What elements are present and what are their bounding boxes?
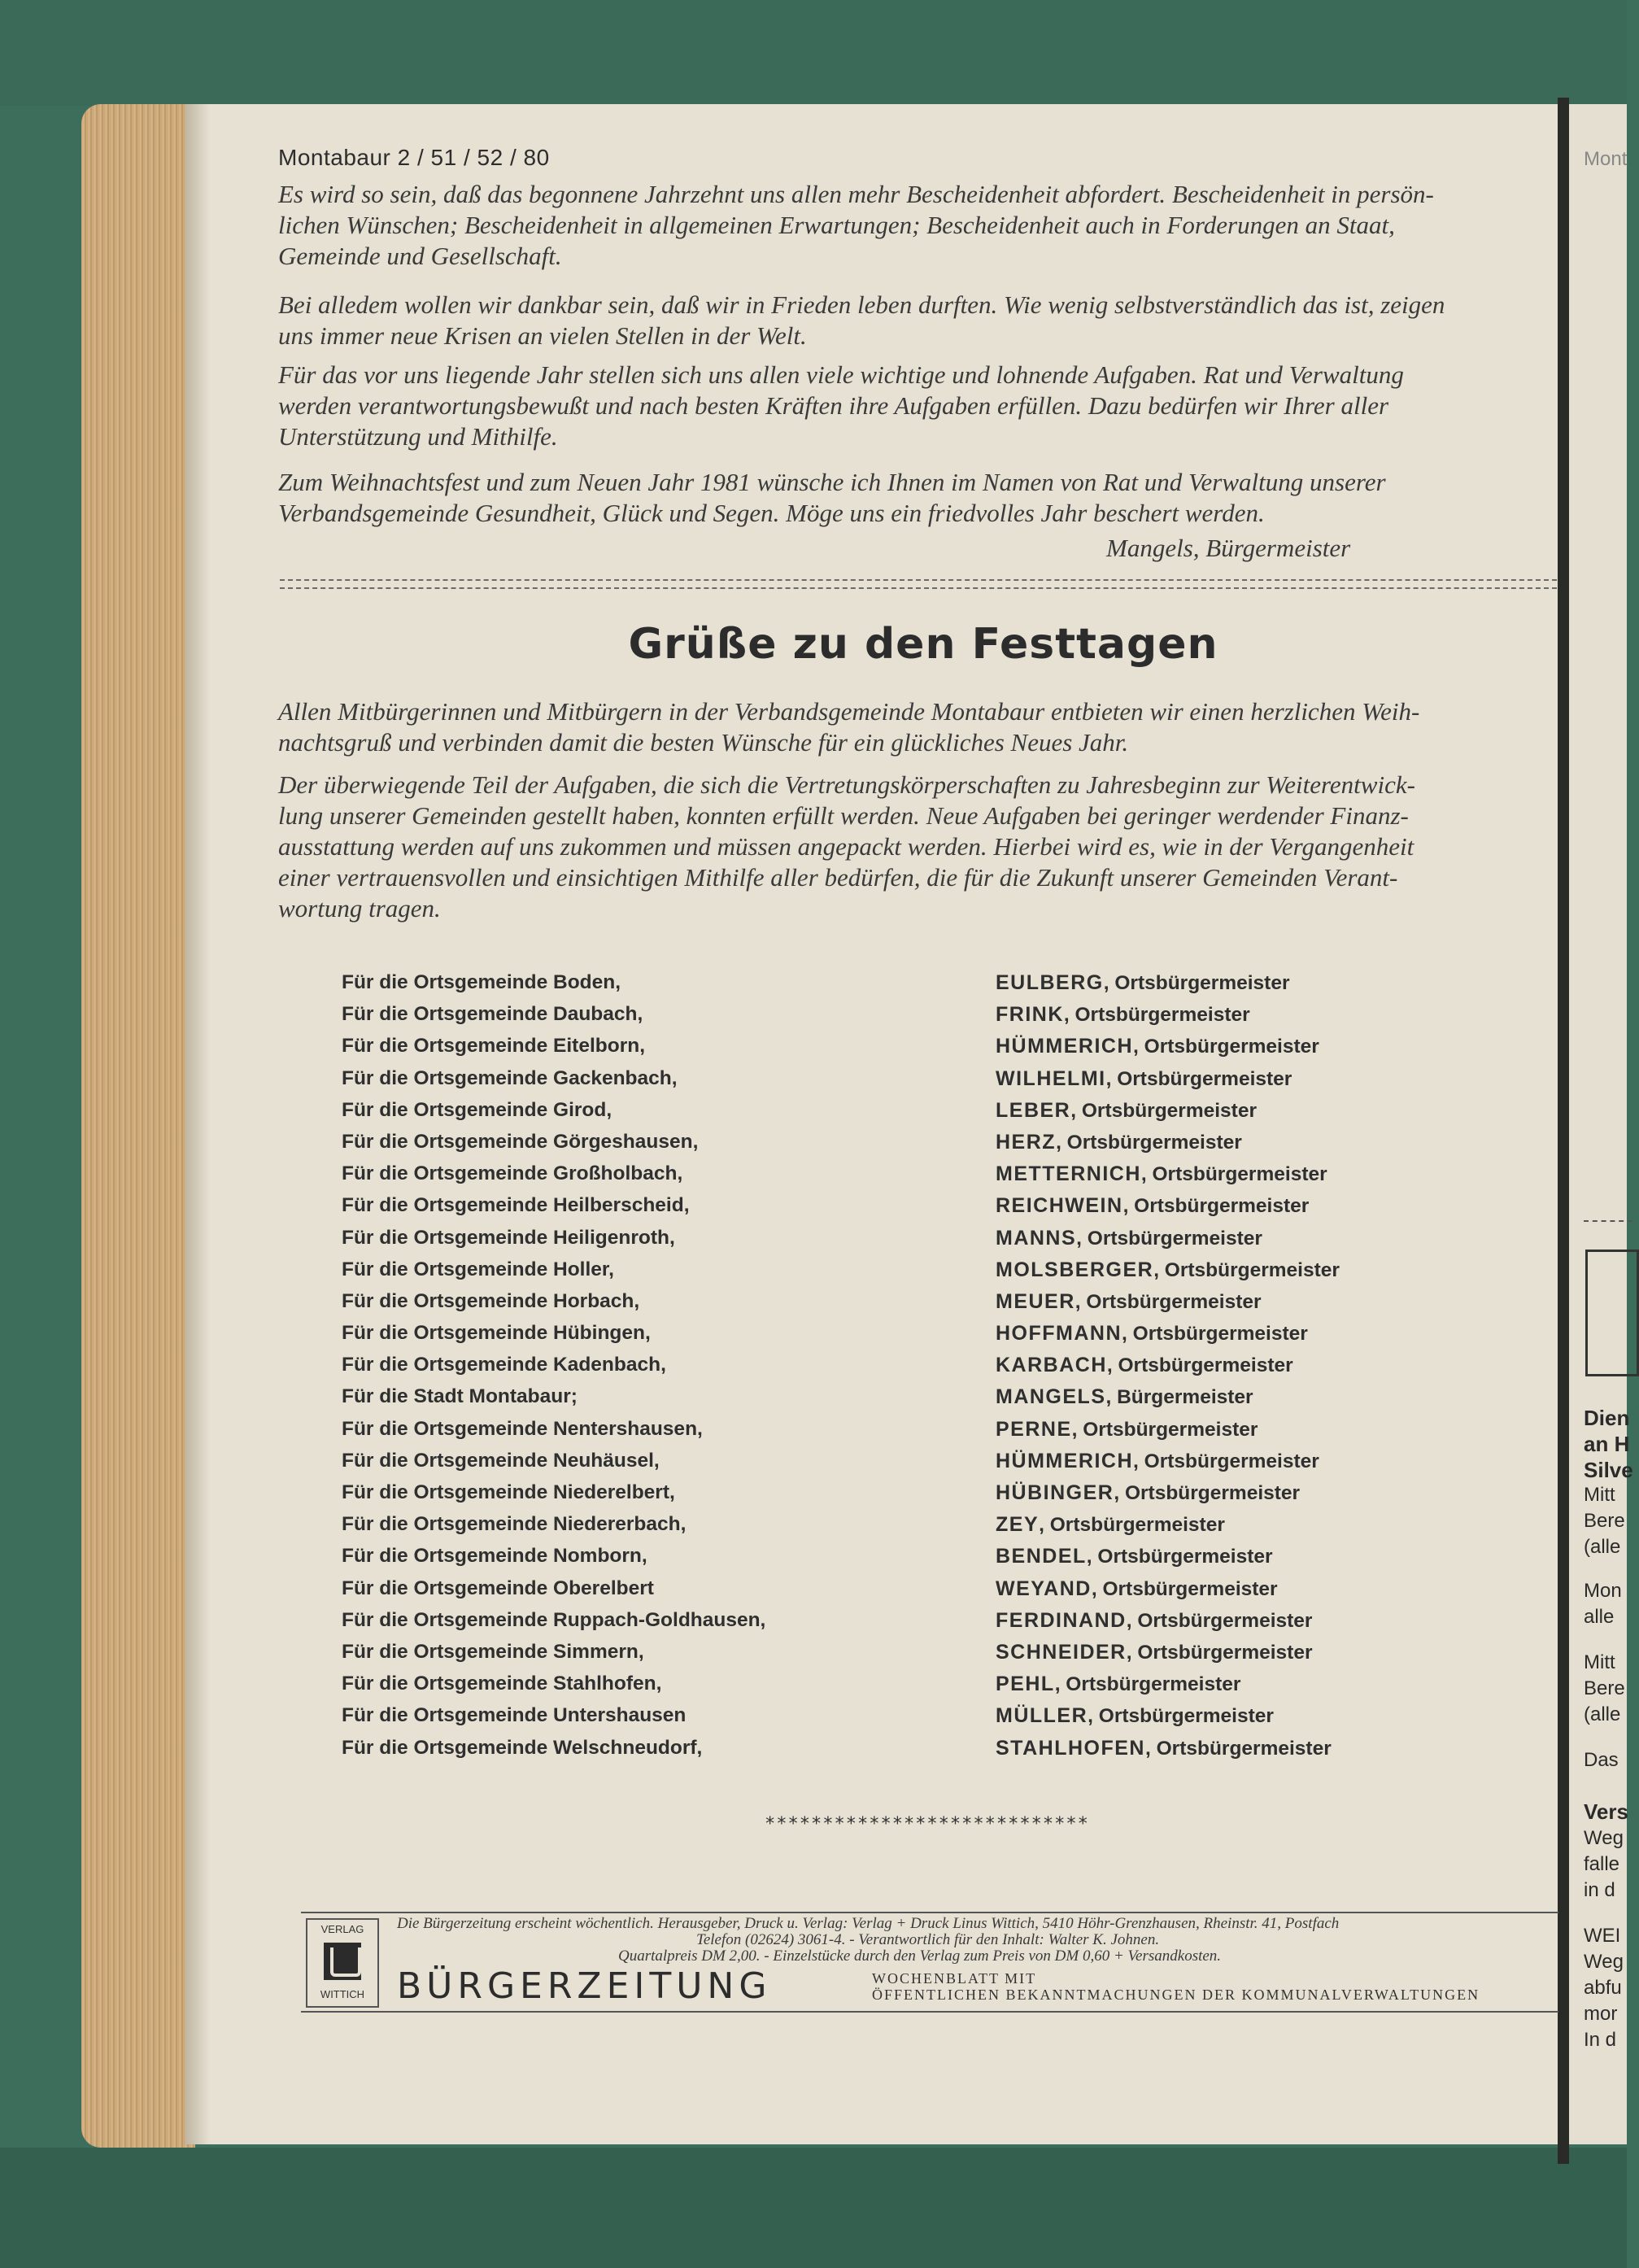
signatory-row bbox=[342, 1609, 1399, 1641]
mayor-title: , Ortsbürgermeister bbox=[1071, 1418, 1258, 1441]
municipality: Für die Ortsgemeinde Untershausen bbox=[342, 1704, 687, 1727]
signatory bbox=[996, 1577, 1278, 1601]
municipality: Für die Ortsgemeinde Nentershausen, bbox=[342, 1417, 703, 1440]
mayor-name: EULBERG bbox=[996, 971, 1104, 994]
next-page-line: Weg bbox=[1584, 1827, 1624, 1849]
municipality: Für die Ortsgemeinde Großholbach, bbox=[342, 1162, 683, 1185]
next-page-header: Mont bbox=[1584, 148, 1628, 170]
mayor-name: PERNE bbox=[996, 1417, 1072, 1441]
text-line: lung unserer Gemeinden gestellt haben, konnten erfüllt werden. Neue Aufgaben bei geringer werdender Finanz- bbox=[278, 801, 1409, 830]
mayor-name: KARBACH bbox=[996, 1354, 1107, 1377]
intro-paragraph-1 bbox=[278, 179, 1555, 272]
page-shadow bbox=[185, 104, 210, 2144]
signatory-row bbox=[342, 1513, 1399, 1545]
text-line: werden verantwortungsbewußt und nach besten Kräften ihre Aufgaben erfüllen. Dazu bedürfen wir Ihrer aller bbox=[278, 391, 1389, 420]
municipality: Für die Ortsgemeinde Gackenbach, bbox=[342, 1066, 678, 1089]
municipality: Für die Ortsgemeinde Oberelbert bbox=[342, 1577, 654, 1599]
signatory bbox=[996, 1737, 1332, 1760]
mayor-title: , Ortsbürgermeister bbox=[1088, 1705, 1274, 1728]
signatory-row bbox=[342, 1577, 1399, 1609]
text-line: Zum Weihnachtsfest und zum Neuen Jahr 1981 wünsche ich Ihnen im Namen von Rat und Verwaltung unserer bbox=[278, 468, 1386, 496]
publisher-logo bbox=[306, 1918, 379, 2008]
signatory-row bbox=[342, 1354, 1399, 1385]
signatory bbox=[996, 1099, 1257, 1123]
municipality: Für die Ortsgemeinde Ruppach-Goldhausen, bbox=[342, 1608, 766, 1631]
signatory-row bbox=[342, 1194, 1399, 1226]
next-page-line: (alle bbox=[1584, 1703, 1621, 1725]
signatory bbox=[996, 1258, 1340, 1282]
municipality: Für die Ortsgemeinde Daubach, bbox=[342, 1003, 643, 1026]
mayor-title: , Ortsbürgermeister bbox=[1133, 1036, 1319, 1058]
municipality: Für die Ortsgemeinde Horbach, bbox=[342, 1289, 640, 1312]
signatory-row bbox=[342, 1099, 1399, 1131]
municipality: Für die Ortsgemeinde Simmern, bbox=[342, 1640, 644, 1663]
text-line: Unterstützung und Mithilfe. bbox=[278, 422, 558, 451]
municipality: Für die Ortsgemeinde Stahlhofen, bbox=[342, 1673, 662, 1695]
signatory bbox=[996, 1003, 1250, 1027]
municipality: Für die Ortsgemeinde Welschneudorf, bbox=[342, 1736, 703, 1759]
signatory-row bbox=[342, 1322, 1399, 1354]
text-line: Allen Mitbürgerinnen und Mitbürgern in der Verbandsgemeinde Montabaur entbieten wir einen herzlichen Weih- bbox=[278, 697, 1420, 726]
text-line: Gemeinde und Gesellschaft. bbox=[278, 242, 562, 270]
mayor-name: MÜLLER bbox=[996, 1704, 1088, 1728]
footer-line-3: Quartalpreis DM 2,00. - Einzelstücke durch den Verlag zum Preis von DM 0,60 + Versandkosten. bbox=[618, 1947, 1222, 1965]
signatory-row bbox=[342, 1035, 1399, 1066]
mayor-title: , Ortsbürgermeister bbox=[1105, 1067, 1292, 1090]
signatory bbox=[996, 1641, 1313, 1664]
signatory-row bbox=[342, 1704, 1399, 1736]
text-line: Bei alledem wollen wir dankbar sein, daß wir in Frieden leben durften. Wie wenig selbstverständlich das ist, zeigen bbox=[278, 290, 1445, 319]
signatory bbox=[996, 1545, 1273, 1568]
brand-subtitle-2: ÖFFENTLICHEN BEKANNTMACHUNGEN DER KOMMUNALVERWALTUNGEN bbox=[872, 1987, 1480, 2003]
signatory bbox=[996, 1513, 1225, 1537]
mayor-name: FRINK bbox=[996, 1003, 1064, 1027]
text-line: nachtsgruß und verbinden damit die besten Wünsche für ein glückliches Neues Jahr. bbox=[278, 728, 1129, 757]
text-line: Der überwiegende Teil der Aufgaben, die sich die Vertretungskörperschaften zu Jahresbeginn zur Weiterentwick- bbox=[278, 770, 1415, 799]
signatory bbox=[996, 1704, 1274, 1728]
next-page-line: Bere bbox=[1584, 1510, 1625, 1532]
newspaper-brand: BÜRGERZEITUNG bbox=[397, 1965, 772, 2007]
mayor-title: , Ortsbürgermeister bbox=[1126, 1609, 1313, 1632]
mayor-name: BENDEL bbox=[996, 1545, 1087, 1568]
municipality: Für die Ortsgemeinde Hübingen, bbox=[342, 1322, 651, 1345]
municipality: Für die Ortsgemeinde Kadenbach, bbox=[342, 1354, 666, 1376]
book-page-edges bbox=[81, 104, 195, 2148]
next-page-dashes bbox=[1584, 1220, 1632, 1222]
text-line: wortung tragen. bbox=[278, 894, 441, 922]
mayor-name: WEYAND bbox=[996, 1577, 1092, 1600]
signatory-row bbox=[342, 1673, 1399, 1704]
signatory-row bbox=[342, 1450, 1399, 1481]
signatory-row bbox=[342, 1003, 1399, 1035]
next-page-line: Mon bbox=[1584, 1580, 1622, 1602]
signatory-row bbox=[342, 1162, 1399, 1194]
municipality: Für die Stadt Montabaur; bbox=[342, 1385, 578, 1408]
signatory bbox=[996, 1418, 1258, 1441]
signatory bbox=[996, 1227, 1262, 1250]
star-divider: **************************** bbox=[765, 1814, 1089, 1834]
double-rule-divider bbox=[280, 579, 1557, 589]
mayor-name: MANGELS bbox=[996, 1385, 1106, 1409]
mayor-title: , Ortsbürgermeister bbox=[1144, 1737, 1332, 1760]
mayor-name: REICHWEIN bbox=[996, 1194, 1123, 1218]
text-line: lichen Wünschen; Bescheidenheit in allgemeinen Erwartungen; Bescheidenheit auch in Forderungen an Staat, bbox=[278, 211, 1395, 239]
text-line: Es wird so sein, daß das begonnene Jahrzehnt uns allen mehr Bescheidenheit abfordert. Bescheidenheit in persön- bbox=[278, 180, 1434, 208]
signatory-row bbox=[342, 1227, 1399, 1258]
mayor-name: MEUER bbox=[996, 1289, 1075, 1313]
issue-header: Montabaur 2 / 51 / 52 / 80 bbox=[278, 145, 550, 170]
signatory-row bbox=[342, 1385, 1399, 1417]
signatory-row bbox=[342, 1131, 1399, 1162]
signatory-row bbox=[342, 1641, 1399, 1673]
signatory bbox=[996, 1609, 1312, 1633]
mayor-name: HÜMMERICH bbox=[996, 1035, 1134, 1058]
mayor-name: METTERNICH bbox=[996, 1162, 1141, 1186]
mayor-title: , Ortsbürgermeister bbox=[1086, 1546, 1273, 1568]
signatory bbox=[996, 1673, 1240, 1696]
signatory bbox=[996, 1354, 1293, 1377]
signatory-row bbox=[342, 1290, 1399, 1322]
mayor-title: , Ortsbürgermeister bbox=[1133, 1450, 1319, 1472]
signatory-list bbox=[342, 971, 1399, 1769]
next-page-line: Mitt bbox=[1584, 1484, 1615, 1506]
book-gutter bbox=[1558, 98, 1569, 2164]
signatory-row bbox=[342, 1067, 1399, 1099]
mayor-name: STAHLHOFEN bbox=[996, 1736, 1145, 1760]
municipality: Für die Ortsgemeinde Görgeshausen, bbox=[342, 1130, 699, 1153]
signatory bbox=[996, 1322, 1308, 1346]
mayor-title: , Ortsbürgermeister bbox=[1091, 1577, 1278, 1600]
signatory bbox=[996, 1481, 1300, 1505]
mayor-name: ZEY bbox=[996, 1513, 1040, 1537]
intro-paragraph-4 bbox=[278, 467, 1555, 529]
signatory-row bbox=[342, 1258, 1399, 1290]
next-page-line: Weg bbox=[1584, 1951, 1624, 1973]
next-page-line: WEI bbox=[1584, 1925, 1621, 1947]
municipality: Für die Ortsgemeinde Girod, bbox=[342, 1098, 612, 1121]
next-page-box bbox=[1585, 1250, 1639, 1376]
municipality: Für die Ortsgemeinde Nomborn, bbox=[342, 1545, 647, 1568]
intro-paragraph-2 bbox=[278, 290, 1555, 351]
next-page-line: in d bbox=[1584, 1879, 1615, 1901]
next-page-line: Mitt bbox=[1584, 1651, 1615, 1673]
mayor-title: , Ortsbürgermeister bbox=[1076, 1227, 1262, 1250]
mayor-name: LEBER bbox=[996, 1098, 1071, 1122]
text-line: Für das vor uns liegende Jahr stellen sich uns allen viele wichtige und lohnende Aufgaben. Rat und Verwaltung bbox=[278, 360, 1404, 389]
logo-mark-icon bbox=[324, 1943, 361, 1980]
mayor-title: , Ortsbürgermeister bbox=[1106, 1354, 1293, 1377]
municipality: Für die Ortsgemeinde Heiligenroth, bbox=[342, 1226, 675, 1249]
mayor-title: , Ortsbürgermeister bbox=[1103, 972, 1290, 994]
signatory-row bbox=[342, 1418, 1399, 1450]
text-line: ausstattung werden auf uns zukommen und müssen angepackt werden. Hierbei wird es, wie in der Vergangenheit bbox=[278, 832, 1415, 861]
logo-text-top: VERLAG bbox=[320, 1923, 364, 1935]
mayor-title: , Ortsbürgermeister bbox=[1114, 1482, 1301, 1504]
mayor-name: MOLSBERGER bbox=[996, 1258, 1154, 1281]
signatory-row bbox=[342, 971, 1399, 1003]
mayor-name: PEHL bbox=[996, 1673, 1055, 1696]
mayor-title: , Ortsbürgermeister bbox=[1126, 1641, 1313, 1664]
municipality: Für die Ortsgemeinde Heilberscheid, bbox=[342, 1194, 690, 1217]
greeting-paragraph-1 bbox=[278, 696, 1555, 758]
municipality: Für die Ortsgemeinde Boden, bbox=[342, 971, 621, 993]
background-top bbox=[0, 0, 1627, 106]
mayor-title: , Ortsbürgermeister bbox=[1056, 1131, 1242, 1154]
signatory bbox=[996, 1385, 1253, 1409]
text-line: einer vertrauensvollen und einsichtigen Mithilfe aller bedürfen, die für die Zukunft unserer Gemeinden Verant- bbox=[278, 863, 1398, 892]
logo-text-bottom: WITTICH bbox=[320, 1988, 365, 2000]
footer-line-1: Die Bürgerzeitung erscheint wöchentlich. Herausgeber, Druck u. Verlag: Verlag + Druck Linus Wittich, 5410 Höhr-Grenzhausen, Rheinstr. 41, Postfach bbox=[397, 1915, 1340, 1932]
signatory bbox=[996, 1067, 1292, 1091]
municipality: Für die Ortsgemeinde Niedererbach, bbox=[342, 1513, 687, 1536]
mayor-title: , Ortsbürgermeister bbox=[1140, 1163, 1327, 1186]
next-page-line: alle bbox=[1584, 1606, 1615, 1628]
next-page-line: abfu bbox=[1584, 1977, 1622, 1999]
signatory bbox=[996, 1290, 1262, 1314]
mayor-title: , Ortsbürgermeister bbox=[1070, 1099, 1257, 1122]
signatory bbox=[996, 1194, 1309, 1218]
municipality: Für die Ortsgemeinde Holler, bbox=[342, 1258, 614, 1280]
next-page-line: falle bbox=[1584, 1853, 1620, 1875]
next-page-line: Bere bbox=[1584, 1677, 1625, 1699]
next-page-line: Dien bbox=[1584, 1406, 1630, 1430]
mayor-title: , Ortsbürgermeister bbox=[1039, 1514, 1225, 1537]
mayor-name: WILHELMI bbox=[996, 1066, 1106, 1090]
mayor-name: MANNS bbox=[996, 1226, 1077, 1250]
signatory bbox=[996, 1131, 1242, 1154]
mayor-name: SCHNEIDER bbox=[996, 1640, 1127, 1664]
municipality: Für die Ortsgemeinde Niederelbert, bbox=[342, 1481, 675, 1503]
signature: Mangels, Bürgermeister bbox=[1106, 534, 1351, 562]
next-page-line: Vers bbox=[1584, 1799, 1628, 1824]
background-bottom bbox=[0, 2148, 1627, 2268]
mayor-name: HÜBINGER bbox=[996, 1481, 1114, 1504]
next-page-line: Das bbox=[1584, 1749, 1619, 1771]
next-page-fragment bbox=[1569, 104, 1633, 2144]
mayor-name: HOFFMANN bbox=[996, 1322, 1122, 1346]
mayor-name: HÜMMERICH bbox=[996, 1449, 1134, 1472]
signatory-row bbox=[342, 1737, 1399, 1769]
signatory-row bbox=[342, 1545, 1399, 1577]
mayor-title: , Ortsbürgermeister bbox=[1153, 1258, 1340, 1281]
signatory bbox=[996, 1450, 1319, 1473]
mayor-name: FERDINAND bbox=[996, 1608, 1127, 1632]
signatory bbox=[996, 971, 1289, 995]
next-page-line: an H bbox=[1584, 1432, 1630, 1456]
municipality: Für die Ortsgemeinde Neuhäusel, bbox=[342, 1449, 660, 1472]
text-line: Verbandsgemeinde Gesundheit, Glück und Segen. Möge uns ein friedvolles Jahr beschert werden. bbox=[278, 499, 1265, 527]
signatory-row bbox=[342, 1481, 1399, 1513]
signatory bbox=[996, 1035, 1319, 1058]
mayor-title: , Ortsbürgermeister bbox=[1063, 1004, 1250, 1027]
mayor-title: , Ortsbürgermeister bbox=[1122, 1323, 1308, 1346]
section-heading: Grüße zu den Festtagen bbox=[628, 620, 1218, 669]
text-line: uns immer neue Krisen an vielen Stellen in der Welt. bbox=[278, 321, 807, 350]
greeting-paragraph-2 bbox=[278, 770, 1555, 924]
next-page-line: mor bbox=[1584, 2003, 1618, 2025]
municipality: Für die Ortsgemeinde Eitelborn, bbox=[342, 1035, 646, 1058]
mayor-title: , Bürgermeister bbox=[1105, 1386, 1253, 1409]
mayor-name: HERZ bbox=[996, 1130, 1057, 1154]
mayor-title: , Ortsbürgermeister bbox=[1075, 1290, 1262, 1313]
footer-line-2: Telefon (02624) 3061-4. - Verantwortlich für den Inhalt: Walter K. Johnen. bbox=[696, 1931, 1160, 1948]
brand-subtitle-1: WOCHENBLATT MIT bbox=[872, 1970, 1037, 1987]
mayor-title: , Ortsbürgermeister bbox=[1122, 1195, 1310, 1218]
next-page-line: (alle bbox=[1584, 1536, 1621, 1558]
next-page-line: In d bbox=[1584, 2029, 1617, 2051]
mayor-title: , Ortsbürgermeister bbox=[1054, 1673, 1241, 1696]
next-page-line: Silve bbox=[1584, 1458, 1633, 1482]
intro-paragraph-3 bbox=[278, 360, 1555, 452]
signatory bbox=[996, 1162, 1327, 1186]
